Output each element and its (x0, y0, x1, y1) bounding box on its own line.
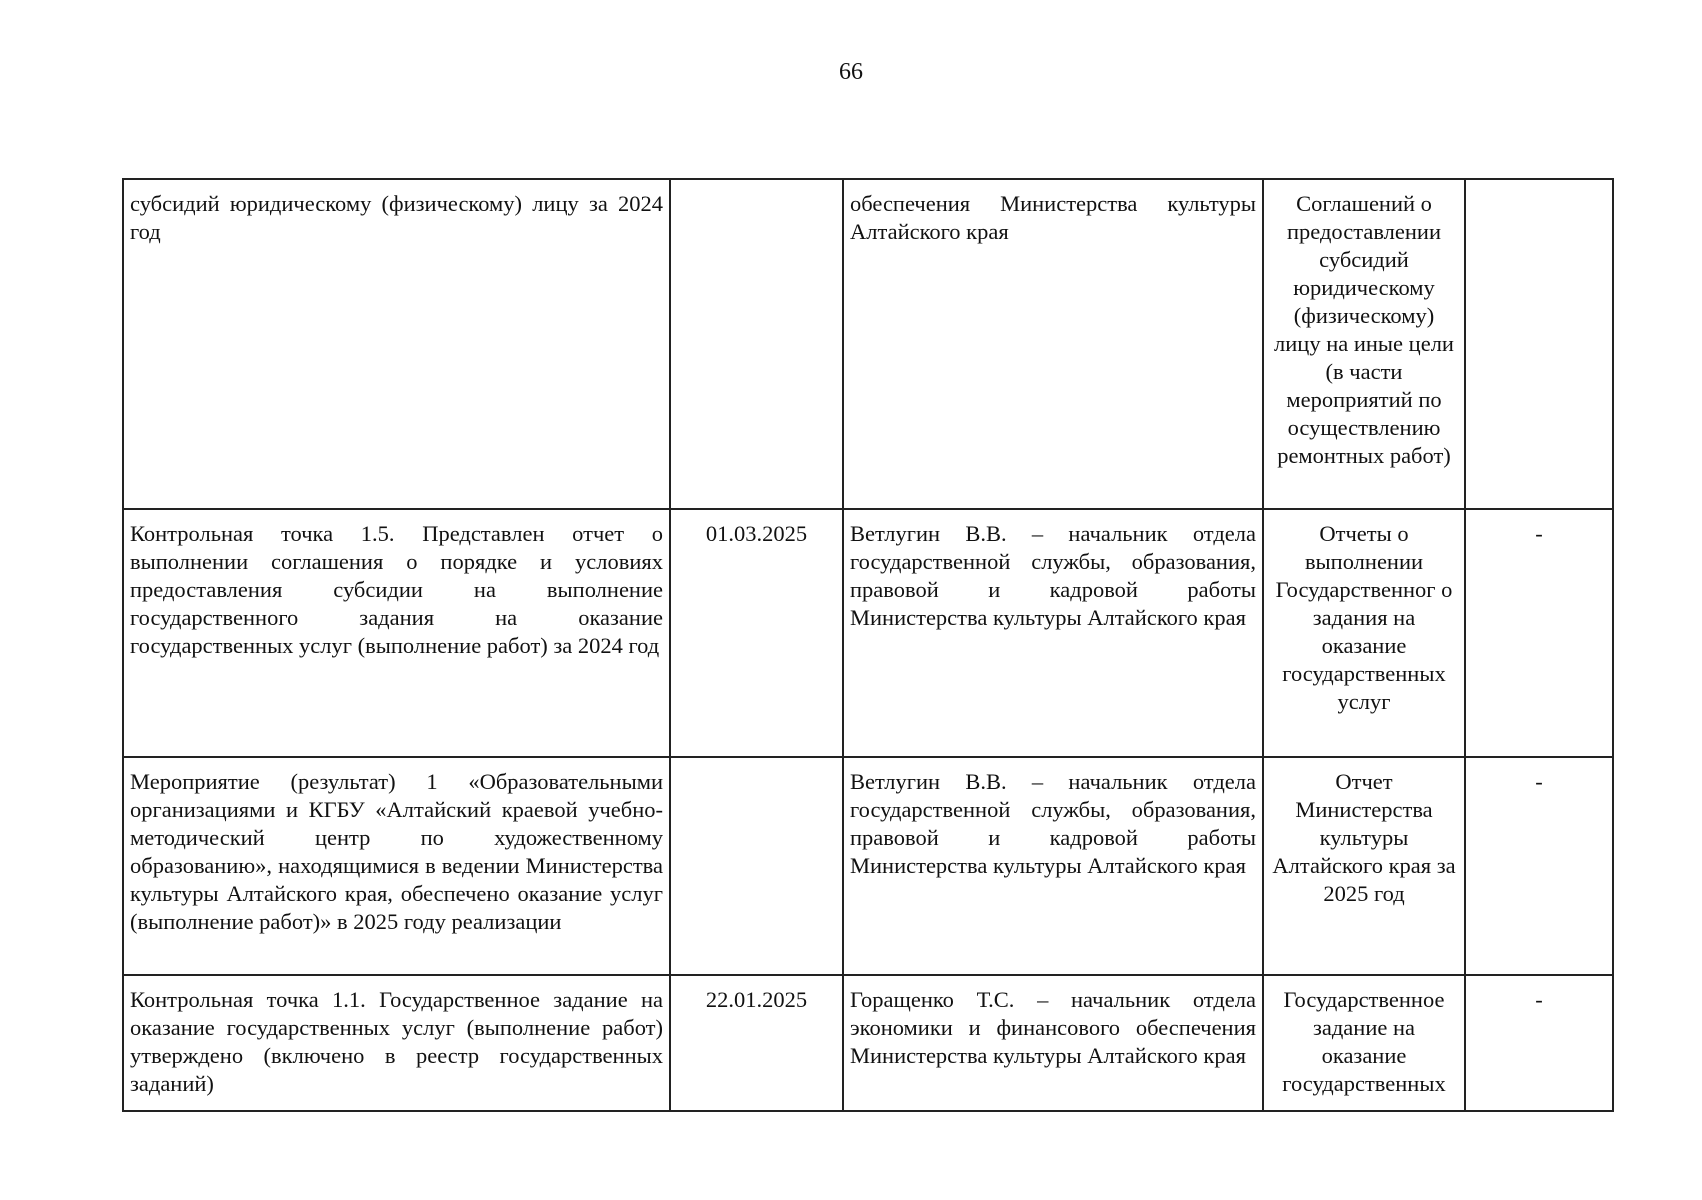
responsible-cell: Ветлугин В.В. – начальник отдела государственной службы, образования, правовой и кадровой работы Министерства культуры Алтайского края (843, 509, 1263, 757)
extra-cell: - (1465, 975, 1613, 1111)
table-row (123, 757, 1613, 975)
table-row (123, 509, 1613, 757)
responsible-cell: Горащенко Т.С. – начальник отдела экономики и финансового обеспечения Министерства культуры Алтайского края (843, 975, 1263, 1111)
date-cell (670, 757, 843, 975)
document-cell: Отчет Министерства культуры Алтайского края за 2025 год (1263, 757, 1465, 975)
extra-cell (1465, 179, 1613, 509)
responsible-cell: обеспечения Министерства культуры Алтайского края (843, 179, 1263, 509)
event-cell: Контрольная точка 1.5. Представлен отчет о выполнении соглашения о порядке и условиях предоставления субсидии на выполнение государственного задания на оказание государственных услуг (выполнение работ) за 2024 год (123, 509, 670, 757)
date-cell (670, 179, 843, 509)
table-row (123, 179, 1613, 509)
extra-cell: - (1465, 757, 1613, 975)
event-cell: субсидий юридическому (физическому) лицу за 2024 год (123, 179, 670, 509)
extra-cell: - (1465, 509, 1613, 757)
page-number: 66 (839, 59, 863, 85)
responsible-cell: Ветлугин В.В. – начальник отдела государственной службы, образования, правовой и кадровой работы Министерства культуры Алтайского края (843, 757, 1263, 975)
event-cell: Контрольная точка 1.1. Государственное задание на оказание государственных услуг (выполнение работ) утверждено (включено в реестр государственных заданий) (123, 975, 670, 1111)
document-cell: Отчеты о выполнении Государственног о задания на оказание государственных услуг (1263, 509, 1465, 757)
plan-table (122, 178, 1614, 1112)
date-cell: 01.03.2025 (670, 509, 843, 757)
document-cell: Соглашений о предоставлении субсидий юридическому (физическому) лицу на иные цели (в части мероприятий по осуществлению ремонтных работ) (1263, 179, 1465, 509)
date-cell: 22.01.2025 (670, 975, 843, 1111)
document-cell: Государственное задание на оказание государственных (1263, 975, 1465, 1111)
event-cell: Мероприятие (результат) 1 «Образовательными организациями и КГБУ «Алтайский краевой учебно-методический центр по художественному образованию», находящимися в ведении Министерства культуры Алтайского края, обеспечено оказание услуг (выполнение работ)» в 2025 году реализации (123, 757, 670, 975)
table-row (123, 975, 1613, 1111)
